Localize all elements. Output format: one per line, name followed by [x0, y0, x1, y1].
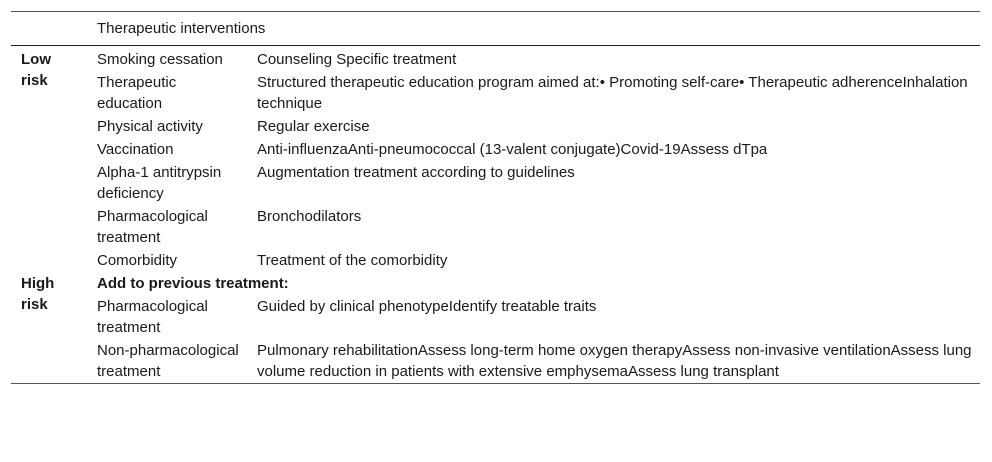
intervention-item: Vaccination — [97, 141, 174, 158]
intervention-item: Physical activity — [97, 118, 203, 135]
add-to-previous-note: Add to previous treatment: — [97, 275, 289, 292]
table-row — [11, 71, 980, 115]
table-row — [11, 46, 980, 72]
intervention-item: Pharmacological treatment — [97, 208, 208, 246]
intervention-detail: Structured therapeutic education program aimed at:• Promoting self-care• Therapeutic adherenceInhalation technique — [257, 74, 968, 112]
table-row — [11, 205, 980, 249]
intervention-detail: Counseling Specific treatment — [257, 51, 457, 68]
table-row — [11, 272, 980, 295]
intervention-item: Therapeutic education — [97, 74, 177, 112]
table-row — [11, 161, 980, 205]
intervention-detail: Bronchodilators — [257, 208, 362, 225]
intervention-detail: Pulmonary rehabilitationAssess long-term home oxygen therapyAssess non-invasive ventilationAssess lung volume reduction in patients with extensive emphysemaAssess lung transplant — [257, 342, 972, 380]
interventions-table — [11, 11, 980, 384]
intervention-detail: Augmentation treatment according to guidelines — [257, 164, 575, 181]
intervention-item: Comorbidity — [97, 252, 178, 269]
table-row — [11, 249, 980, 272]
table-row — [11, 339, 980, 384]
header-row — [11, 12, 980, 46]
intervention-detail: Regular exercise — [257, 118, 370, 135]
intervention-item: Non-pharmacological treatment — [97, 342, 239, 380]
table-row — [11, 115, 980, 138]
table-row — [11, 138, 980, 161]
low-risk-label: Low risk — [21, 51, 51, 89]
interventions-column-header: Therapeutic interventions — [97, 20, 266, 37]
intervention-detail: Guided by clinical phenotypeIdentify treatable traits — [257, 298, 597, 315]
intervention-item: Alpha-1 antitrypsin deficiency — [97, 164, 222, 202]
risk-column-header — [11, 12, 87, 46]
intervention-detail: Treatment of the comorbidity — [257, 252, 448, 269]
intervention-item: Smoking cessation — [97, 51, 223, 68]
intervention-detail: Anti-influenzaAnti-pneumococcal (13-valent conjugate)Covid-19Assess dTpa — [257, 141, 768, 158]
table-row — [11, 295, 980, 339]
intervention-item: Pharmacological treatment — [97, 298, 208, 336]
high-risk-label: High risk — [21, 275, 55, 313]
